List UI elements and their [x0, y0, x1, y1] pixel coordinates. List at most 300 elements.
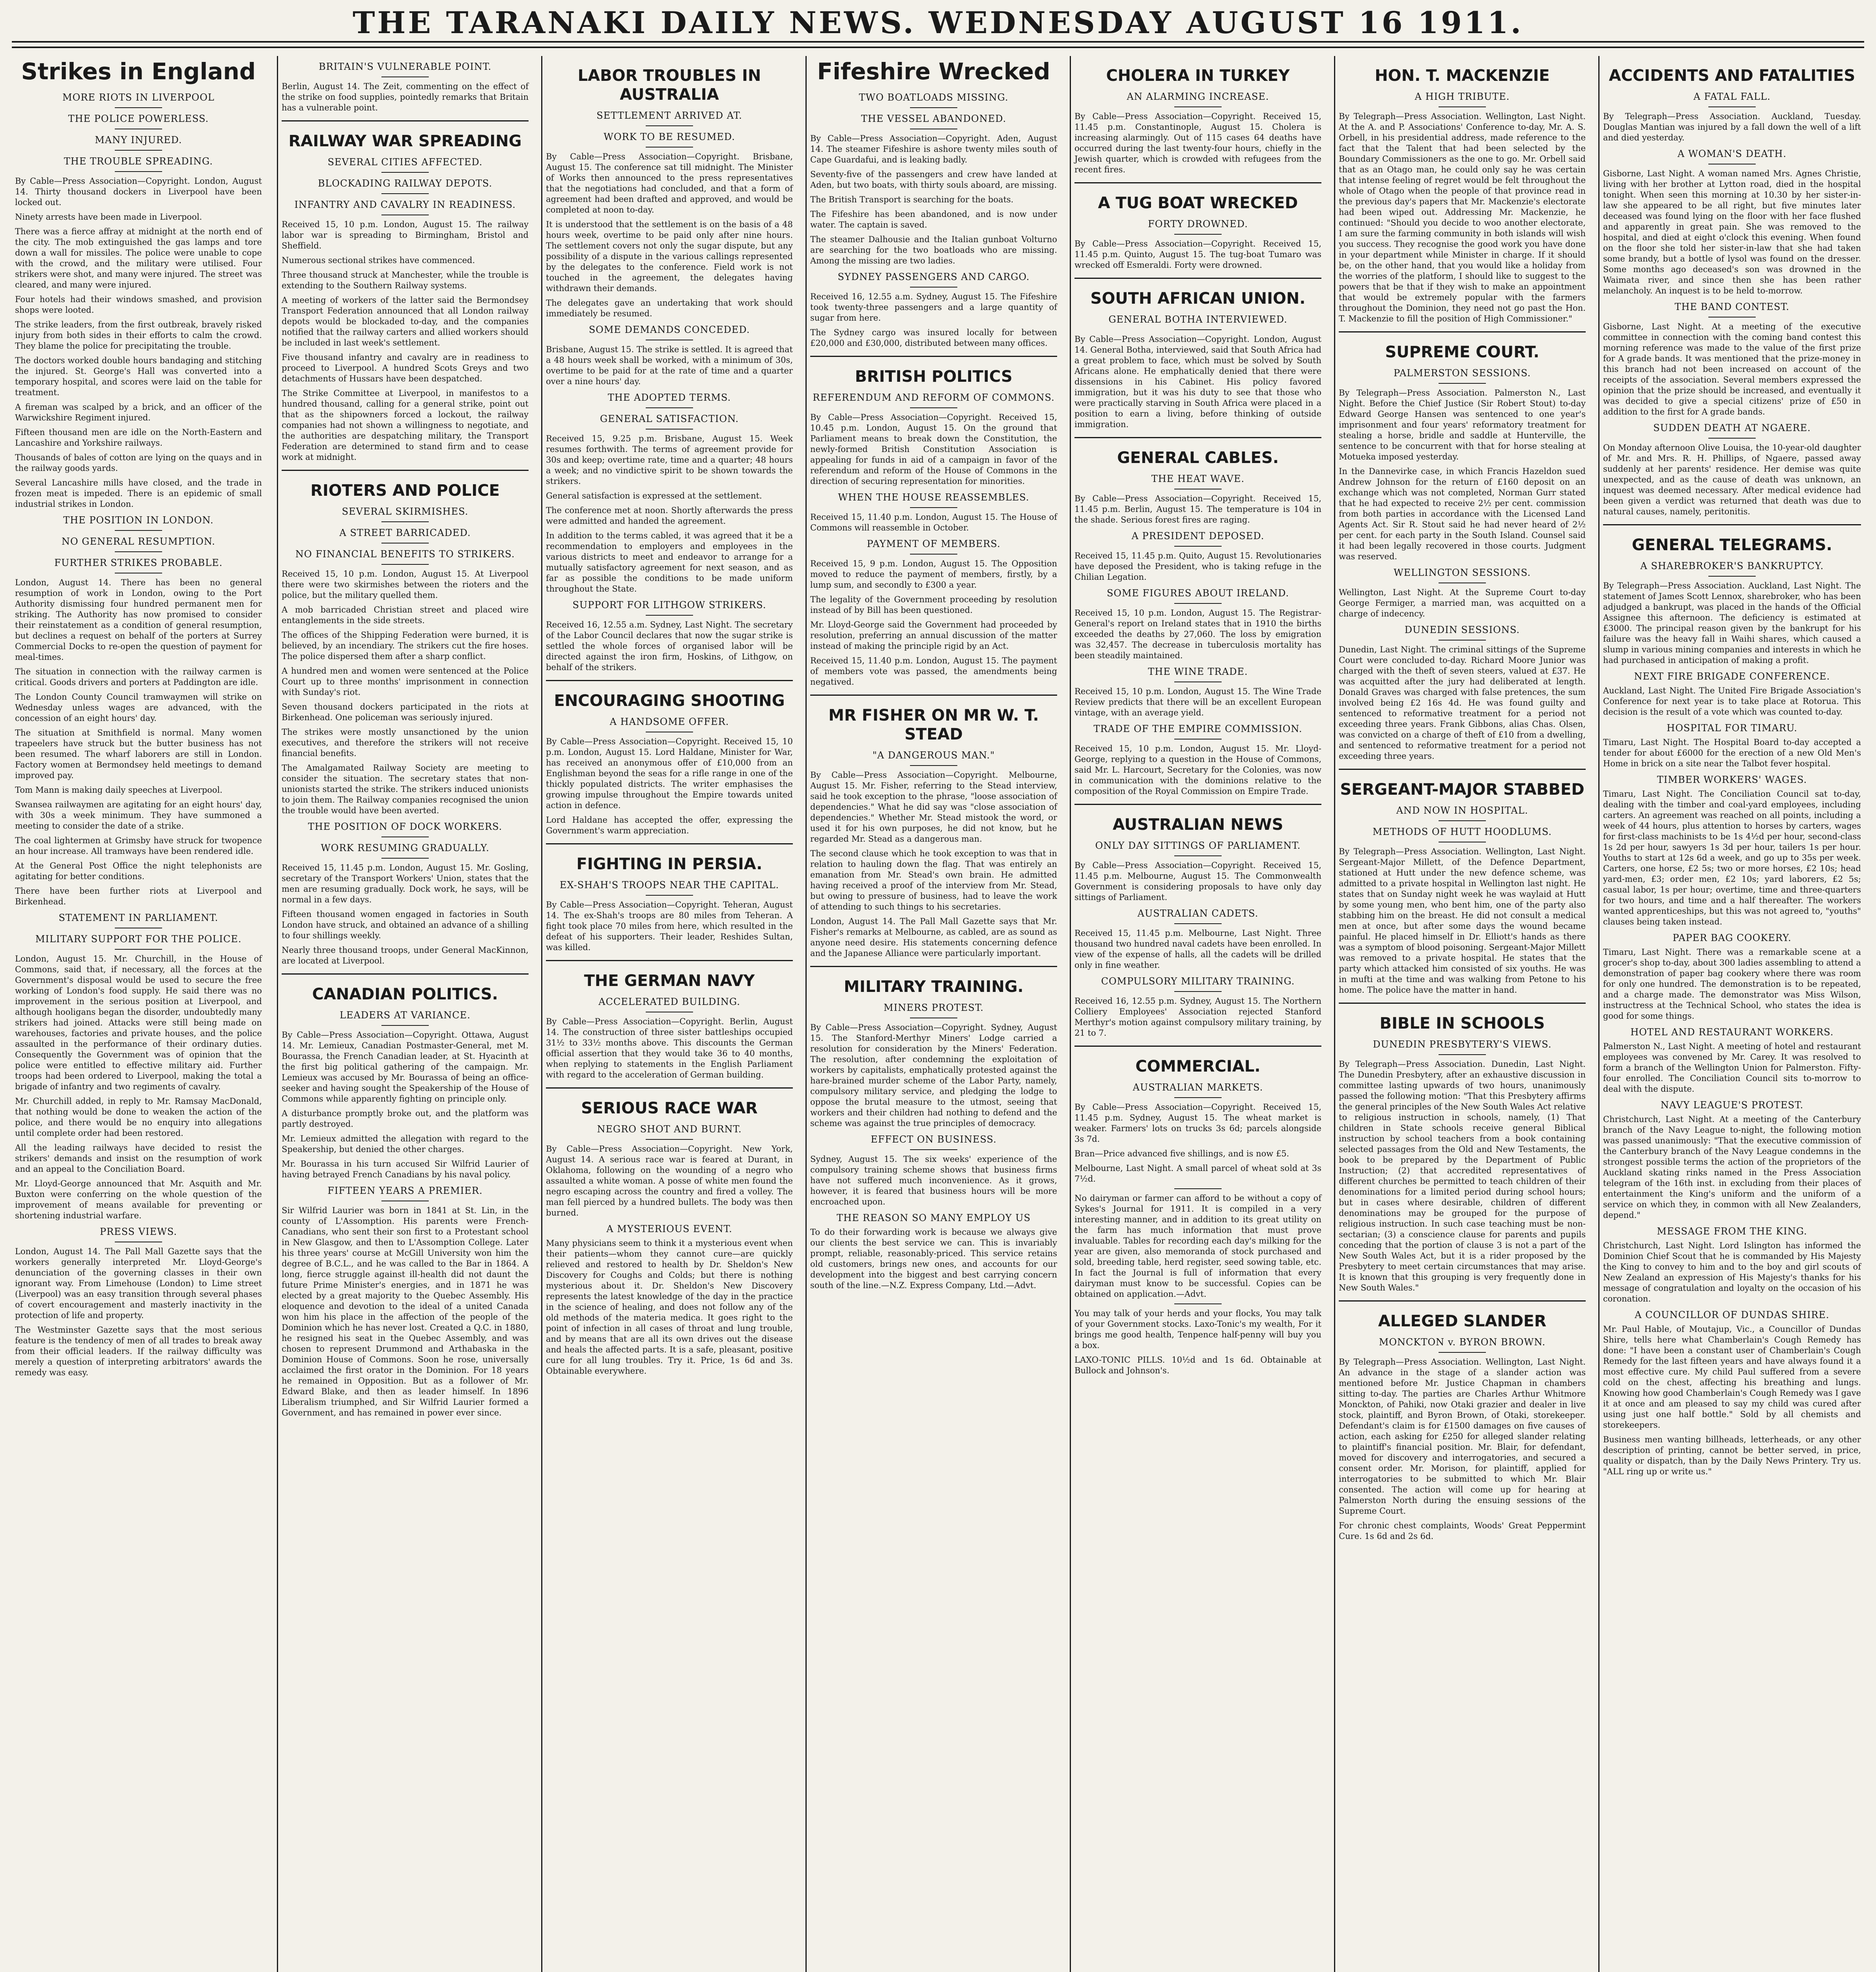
paragraph: Five thousand infantry and cavalry are in readiness to proceed to Liverpool. A hundred Scots Greys and two detachments of Hussars have been despatched.	[282, 353, 529, 383]
divider	[1174, 546, 1222, 547]
subheading: FURTHER STRIKES PROBABLE.	[54, 557, 223, 568]
subheading: A STREET BARRICADED.	[339, 527, 471, 538]
divider	[646, 147, 693, 148]
divider	[1174, 1188, 1222, 1189]
section-rule	[546, 960, 793, 961]
section-rule	[810, 966, 1057, 967]
paragraph: By Cable—Press Association—Copyright. Brisbane, August 15. The conference sat till midnight. The Minister of Works then announced to the press representatives that the negotiations had concluded, and that a form of agreement had been drafted and approved, and would be completed at noon to-day.	[546, 152, 793, 215]
paragraph: A meeting of workers of the latter said the Bermondsey Transport Federation announced that all London railway depots would be blockaded to-day, and the companies notified that the railway carters and allied workers should be included in last week's settlement.	[282, 295, 529, 347]
column-4	[807, 56, 1060, 1972]
section-heading: RAILWAY WAR SPREADING	[288, 132, 522, 150]
paragraph: Swansea railwaymen are agitating for an eight hours' day, with 30s a week minimum. They have summoned a meeting to consider the date of a strike.	[15, 800, 262, 831]
subheading: A COUNCILLOR OF DUNDAS SHIRE.	[1635, 1309, 1829, 1320]
divider	[910, 407, 957, 408]
subheading: PALMERSTON SESSIONS.	[1394, 368, 1531, 379]
subheading: HOSPITAL FOR TIMARU.	[1667, 723, 1798, 734]
subheading: THE TROUBLE SPREADING.	[64, 156, 213, 167]
subheading: SOME DEMANDS CONCEDED.	[589, 324, 750, 335]
paragraph: Christchurch, Last Night. At a meeting of the Canterbury branch of the Navy League to-night, the following motion was passed unanimously: "That the executive commission of the Canterbury branch of the Navy League condemns in the strongest possible terms the action of the proprietors of the Auckland skating rinks named in the Press Association telegram of the 16th inst. in excluding from their places of entertainment the King's uniform and the uniform of a service on which they, in common with all New Zealanders, depend."	[1603, 1115, 1861, 1220]
section-rule	[1074, 1046, 1321, 1047]
advertisement: Business men wanting billheads, letterheads, or any other description of printing, cannot be better served, in price, quality or dispatch, than by the Daily News Printery. Try us. "ALL ring up or write us."	[1603, 1435, 1861, 1476]
divider	[381, 172, 429, 173]
divider	[646, 1139, 693, 1140]
paragraph: By Telegraph—Press Association. Wellington, Last Night. Sergeant-Major Millett, of the Defence Department, stationed at Hutt under the new defence scheme, was admitted to a private hospital in Wellington last night. He states that on Sunday night week he was waylaid at Hutt by some young men, who bent him, one of the party also stabbing him on the breast. He did not consult a medical men at once, but after some days the wound became painful. He placed himself in Dr. Elliott's hands as there was a symptom of blood poisoning. Sergeant-Major Millett was removed to a private hospital. He states that the party which attacked him consisted of six youths. He was in mufti at the time and was walking from Petone to his home. The police have the matter in hand.	[1339, 847, 1586, 995]
headline: Strikes in England	[21, 58, 256, 85]
section-rule	[1339, 1300, 1586, 1302]
paragraph: Three thousand struck at Manchester, while the trouble is extending to the Southern Railway systems.	[282, 270, 529, 290]
subheading: A WOMAN'S DEATH.	[1677, 148, 1787, 159]
headline: LABOR TROUBLES IN AUSTRALIA	[577, 67, 761, 104]
section-heading: MILITARY TRAINING.	[844, 978, 1024, 996]
divider	[1174, 234, 1222, 235]
columns	[12, 56, 1864, 1972]
divider	[115, 551, 162, 552]
subheading: A PRESIDENT DEPOSED.	[1131, 530, 1265, 542]
headline: Fifeshire Wrecked	[817, 58, 1050, 85]
paragraph: On Monday afternoon Olive Louisa, the 10-year-old daughter of Mr. and Mrs. R. H. Phillips, of Ngaere, passed away suddenly at her parents' residence. Her demise was quite unexpected, and as the cause of death was unknown, an inquest was deemed necessary. After medical evidence had been given a verdict was returned that death was due to natural causes, namely, peritonitis.	[1603, 443, 1861, 516]
section-heading: CANADIAN POLITICS.	[312, 985, 498, 1003]
subheading: METHODS OF HUTT HOODLUMS.	[1372, 826, 1552, 837]
paragraph: Received 15, 10 p.m. London, August 15. The railway labor war is spreading to Birmingham, Bristol and Sheffield.	[282, 220, 529, 250]
column-divider	[277, 56, 278, 1972]
subheading: SYDNEY PASSENGERS AND CARGO.	[837, 271, 1030, 282]
subheading: A FATAL FALL.	[1693, 91, 1771, 102]
subheading: FIFTEEN YEARS A PREMIER.	[327, 1185, 483, 1196]
subheading: A SHAREBROKER'S BANKRUPTCY.	[1640, 560, 1824, 571]
paragraph: Ninety arrests have been made in Liverpool.	[15, 212, 202, 222]
subheading: A HANDSOME OFFER.	[609, 716, 729, 727]
subheading: SUPPORT FOR LITHGOW STRIKERS.	[572, 599, 766, 611]
divider	[646, 615, 693, 616]
paragraph: Tom Mann is making daily speeches at Liverpool.	[15, 785, 222, 795]
subheading: DUNEDIN PRESBYTERY'S VIEWS.	[1373, 1039, 1552, 1050]
subheading: THE POSITION OF DOCK WORKERS.	[308, 821, 503, 832]
subheading: NEXT FIRE BRIGADE CONFERENCE.	[1634, 671, 1830, 682]
paragraph: The delegates gave an undertaking that work should immediately be resumed.	[546, 298, 793, 318]
paragraph: The Amalgamated Railway Society are meeting to consider the situation. The secretary states that non-unionists started the strike. The strikers induced unionists to join them. The Railway companies recognised the union the trouble would have been averted.	[282, 763, 529, 815]
subheading: ACCELERATED BUILDING.	[598, 996, 740, 1007]
subheading: THE POLICE POWERLESS.	[68, 113, 209, 124]
paragraph: By Cable—Press Association—Copyright. London, August 14. General Botha, interviewed, said that South Africa had a great problem to face, which must be solved by South Africans alone. He emphatically denied that there were dissensions in his Cabinet. His policy favored immigration, but it was his duty to see that those who were practically starving in South Africa were placed in a position to earn a living, before thinking of outside immigration.	[1074, 334, 1321, 429]
paragraph: The British Transport is searching for the boats.	[810, 195, 1014, 204]
paragraph: The strike leaders, from the first outbreak, bravely risked injury from both sides in their efforts to calm the crowd. They blame the police for precipitating the trouble.	[15, 320, 262, 351]
paragraph: Mr. Lemieux admitted the allegation with regard to the Speakership, but denied the other charges.	[282, 1134, 529, 1154]
paragraph: By Cable—Press Association—Copyright. Received 15, 10 p.m. London, August 15. Lord Haldane, Minister for War, has received an anonymous offer of £10,000 from an Englishman beyond the seas for a rifle range in one of the thickly populated districts. The writer emphasises the growing impulse throughout the Empire towards united action in defence.	[546, 737, 793, 810]
paragraph: At the General Post Office the night telephonists are agitating for better conditions.	[15, 861, 262, 881]
section-heading: SUPREME COURT.	[1385, 343, 1540, 361]
advertisement: You may talk of your herds and your flocks, You may talk of your Government stocks. Laxo-Tonic's my wealth, For it brings me good health, Tenpence half-penny will buy you a box.	[1074, 1309, 1321, 1350]
paragraph: In the Dannevirke case, in which Francis Hazeldon sued Andrew Johnson for the return of £160 deposit on an exchange which was not completed, Norman Gurr stated that he had expected to receive 2½ per cent. commission from both parties in accordance with the Licensed Land Agents Act. Sir R. Stout said he had never heard of 2½ per cent. for each party in the South Island. Counsel said it had been legally recovered in those courts. Judgment was reserved.	[1339, 467, 1586, 561]
subheading: WORK RESUMING GRADUALLY.	[321, 842, 490, 853]
paragraph: By Telegraph—Press Association. Wellington, Last Night. At the A. and P. Associations' Conference to-day, Mr. A. S. Orbell, in his presidential address, made reference to the fact that the Talent that had been selected by the Boundary Commissioners as the one to go. Mr. Orbell said that as an Otago man, he could only say he was certain that intense feeling of regret would be felt throughout the whole of Otago when the people of that province read in the previous day's papers that Mr. Mackenzie's electorate had been wiped out. Addressing Mr. Mackenzie, he continued: "Should you decide to woo another electorate, I am sure the farming community in both islands will wish you success. They recognise the good work you have done in your department while Minister in charge. If it should be, on the other hand, that you would like a holiday from the worries of the platform, I should like to suggest to the powers that be that if they wish to make an appointment that would be extremely popular with the farmers throughout the Dominion, they need not go past the Hon. T. Mackenzie to fill the position of High Commissioner."	[1339, 112, 1586, 323]
subheading: DUNEDIN SESSIONS.	[1404, 624, 1520, 635]
paragraph: Received 16, 12.55 p.m. Sydney, August 15. The Northern Colliery Employees' Association rejected Stanford Merthyr's motion against compulsory military training, by 21 to 7.	[1074, 996, 1321, 1038]
paragraph: Seventy-five of the passengers and crew have landed at Aden, but two boats, with thirty souls aboard, are missing.	[810, 170, 1057, 190]
subheading: THE HEAT WAVE.	[1151, 473, 1245, 484]
divider	[1174, 603, 1222, 604]
paragraph: Received 15, 11.45 p.m. London, August 15. Mr. Gosling, secretary of the Transport Workers' Union, states that the men are resuming gradually. Dock work, he says, will be normal in a few days.	[282, 863, 529, 904]
paragraph: Numerous sectional strikes have commenced.	[282, 256, 475, 265]
subheading: A MYSTERIOUS EVENT.	[606, 1223, 732, 1234]
subheading: WELLINGTON SESSIONS.	[1394, 567, 1531, 578]
divider	[646, 895, 693, 896]
advertisement: Many physicians seem to think it a mysterious event when their patients—whom they cannot cure—are quickly relieved and restored to health by Dr. Sheldon's New Discovery for Coughs and Colds; but there is nothing mysterious about it. Dr. Sheldon's New Discovery represents the latest knowledge of the day in the practice in the science of healing, and does not follow any of the old methods of the materia medica. It goes right to the point of infection in all cases of throat and lung trouble, and by means that are all its own drives out the disease and heals the affected parts. It is a safe, pleasant, positive cure for all lung troubles. Try it. Price, 1s 6d and 3s. Obtainable everywhere.	[546, 1238, 793, 1376]
paragraph: Gisborne, Last Night. A woman named Mrs. Agnes Christie, living with her brother at Lytton road, died in the hospital tonight. When seen this morning at 10.30 by her sister-in-law she appeared to be all right, but five minutes later deceased was found lying on the floor with her face flushed and apparently in great pain. She was removed to the hospital, and died at eight o'clock this evening. When found on the floor she told her sister-in-law that she had taken some brandy, but a bottle of lysol was found on the dresser. Some months ago deceased's son was drowned in the Waimata river, and since then she has been rather melancholy. An inquest is to be held to-morrow.	[1603, 169, 1861, 295]
divider	[1174, 106, 1222, 107]
divider	[1174, 923, 1222, 924]
divider	[1174, 329, 1222, 330]
section-heading: GENERAL CABLES.	[1117, 449, 1279, 467]
section-heading: HON. T. MACKENZIE	[1375, 67, 1550, 85]
section-heading: BIBLE IN SCHOOLS	[1379, 1014, 1545, 1033]
subheading: THE ADOPTED TERMS.	[607, 392, 731, 403]
column-1	[12, 56, 265, 1972]
paragraph: Wellington, Last Night. At the Supreme Court to-day George Fermiger, a married man, was acquitted on a charge of indecency.	[1339, 588, 1586, 618]
section-rule	[1074, 437, 1321, 438]
subheading: THE REASON SO MANY EMPLOY US	[837, 1212, 1031, 1223]
section-rule	[1074, 182, 1321, 183]
paragraph: Several Lancashire mills have closed, and the trade in frozen meat is impeded. There is an epidemic of small industrial strikes in London.	[15, 478, 262, 509]
paragraph: Timaru, Last Night. The Conciliation Council sat to-day, dealing with the timber and coal-yard employees, including carters. An agreement was reached on all points, including a week of 44 hours, plus attention to horses by carters, wages for first-class machinists to be 1s 4½d per hour, second-class 1s 2d per hour, sawyers 1s 3d per hour, tailers 1s per hour. Youths to start at 12s 6d a week, and go up to 35s per week. Carters, one horse, £2 5s; two or more horses, £2 10s; head yard-men, £3; order men, £2 10s; yard laborers, £2 5s; casual labor, 1s per hour; overtime, time and three-quarters for two hours, and time and a half thereafter. The workers wanted apprenticeships, but this was not agreed to, "youths" clauses being taken instead.	[1603, 789, 1861, 926]
paragraph: The second clause which he took exception to was that in relation to hauling down the flag. That was entirely an emanation from Mr. Stead's own brain. He admitted having received a proof of the interview from Mr. Stead, but owing to pressure of business, had to leave the work of attending to such things to his secretaries.	[810, 849, 1057, 911]
divider	[910, 107, 957, 108]
paragraph: Mr. Bourassa in his turn accused Sir Wilfrid Laurier of having betrayed French Canadians by his naval policy.	[282, 1159, 529, 1179]
divider	[1439, 820, 1486, 821]
subheading: REFERENDUM AND REFORM OF COMMONS.	[813, 392, 1055, 403]
paragraph: The coal lightermen at Grimsby have struck for twopence an hour increase. All tramways have been rendered idle.	[15, 836, 262, 856]
section-heading: BRITISH POLITICS	[855, 368, 1013, 386]
divider	[1174, 991, 1222, 992]
subheading: MILITARY SUPPORT FOR THE POLICE.	[35, 934, 242, 945]
column-5	[1071, 56, 1325, 1972]
paragraph: Sydney, August 15. The six weeks' experience of the compulsory training scheme shows that business firms have not suffered much inconvenience. As it grows, however, it is feared that business hours will be more encroached upon.	[810, 1154, 1057, 1206]
paragraph: Thousands of bales of cotton are lying on the quays and in the railway goods yards.	[15, 453, 262, 473]
paragraph: Received 15, 11.40 p.m. London, August 15. The House of Commons will reassemble in October.	[810, 512, 1057, 532]
paragraph: Gisborne, Last Night. At a meeting of the executive committee in connection with the coming band contest this morning reference was made to the value of the first prize for A grade bands. It was mentioned that the prize-money in this branch had not been increased on account of the receipts of the association. Several members expressed the opinion that the prize should be increased, and eventually it was decided to give a special citizens' prize of £50 in addition to the first for A grade bands.	[1603, 322, 1861, 416]
paragraph: Lord Haldane has accepted the offer, expressing the Government's warm appreciation.	[546, 815, 793, 835]
divider	[910, 1149, 957, 1150]
paragraph: Timaru, Last Night. The Hospital Board to-day accepted a tender for about £6000 for the erection of a new Old Men's Home in brick on a site near the Talbot fever hospital.	[1603, 738, 1861, 768]
paragraph: The Strike Committee at Liverpool, in manifestos to a hundred thousand, calling for a general strike, point out that as the shipowners forced a lockout, the railway companies had not shown a willingness to negotiate, and the authorities are despatching military, the Transport Federation are determined to stand firm and to cease work at midnight.	[282, 388, 529, 462]
paragraph: In addition to the terms cabled, it was agreed that it be a recommendation to employers and employees in the various districts to meet and endeavor to arrange for a mutually satisfactory agreement for next season, and as far as possible the conditions to be made uniform throughout the State.	[546, 531, 793, 594]
paragraph: Timaru, Last Night. There was a remarkable scene at a grocer's shop to-day, about 300 ladies assembling to attend a demonstration of paper bag cookery where there was room for only one hundred. The demonstration is to be repeated, and a charge made. The demonstrator was Miss Wilson, instructress at the Technical School, who states the idea is good for some things.	[1603, 947, 1861, 1021]
column-divider	[1334, 56, 1335, 1972]
paragraph: Sir Wilfrid Laurier was born in 1841 at St. Lin, in the county of L'Assomption. His parents were French-Canadians, who sent their son first to a Protestant school in New Glasgow, and then to L'Assomption College. Later his three years' course at McGill University won him the degree of B.C.L., and he was called to the Bar in 1864. A long, fierce struggle against ill-health did not daunt the future Prime Minister's energies, and in 1871 he was elected by a great majority to the Quebec Assembly. His eloquence and devotion to the ideal of a united Canada won him his place in the affection of the people of the Dominion which he has never lost. Created a Q.C. in 1880, he resigned his seat in the Quebec Assembly, and was chosen to represent Drummond and Arthabaska in the Dominion House of Commons. Soon he rose, universally acclaimed the first orator in the Dominion. For 18 years he remained in Opposition. But as a follower of Mr. Edward Blake, and then as leader himself. In 1896 Liberalism triumphed, and Sir Wilfrid Laurier formed a Government, and has remained in power ever since.	[282, 1206, 529, 1417]
subheading: AUSTRALIAN CADETS.	[1137, 908, 1259, 919]
subheading: GENERAL SATISFACTION.	[600, 413, 739, 424]
divider	[381, 564, 429, 565]
subheading: AN ALARMING INCREASE.	[1127, 91, 1269, 102]
section-rule	[810, 356, 1057, 357]
paragraph: Brisbane, August 15. The strike is settled. It is agreed that a 48 hours week shall be worked, with a minimum of 30s, overtime to be paid for at the rate of time and a quarter over a nine hours' day.	[546, 345, 793, 386]
divider	[646, 429, 693, 430]
paragraph: Four hotels had their windows smashed, and provision shops were looted.	[15, 295, 262, 315]
subheading: GENERAL BOTHA INTERVIEWED.	[1108, 314, 1287, 325]
subheading: NO GENERAL RESUMPTION.	[62, 536, 215, 547]
paragraph: A disturbance promptly broke out, and the platform was partly destroyed.	[282, 1109, 529, 1129]
divider	[1174, 1303, 1222, 1304]
divider	[1174, 739, 1222, 740]
paragraph: Received 15, 9 p.m. London, August 15. The Opposition moved to reduce the payment of members, firstly, by a lump sum, and secondly to £300 a year.	[810, 559, 1057, 590]
paragraph: Seven thousand dockers participated in the riots at Birkenhead. One policeman was seriously injured.	[282, 702, 529, 722]
paragraph: There was a fierce affray at midnight at the north end of the city. The mob extinguished the gas lamps and tore down a wall for missiles. The police were unable to cope with the crowd, and the military were utilised. Four strikers were shot, and many were injured. The street was cleared, and many were injured.	[15, 227, 262, 289]
subheading: WHEN THE HOUSE REASSEMBLES.	[838, 492, 1030, 503]
paragraph: Christchurch, Last Night. Lord Islington has informed the Dominion Chief Scout that he is commanded by His Majesty the King to convey to him and to the boy and girl scouts of New Zealand an expression of His Majesty's thanks for his message of congratulation and loyalty on the occasion of his coronation.	[1603, 1241, 1861, 1303]
paragraph: The Sydney cargo was insured locally for between £20,000 and £30,000, distributed between many offices.	[810, 328, 1057, 348]
paragraph: By Telegraph—Press Association. Auckland, Tuesday. Douglas Mantian was injured by a fall down the well of a lift and died yesterday.	[1603, 112, 1861, 142]
section-heading: AUSTRALIAN NEWS	[1112, 816, 1284, 834]
paragraph: By Cable—Press Association—Copyright. Received 15, 11.45 p.m. Constantinople, August 15. Cholera is increasing alarmingly. Out of 115 cases 64 deaths have occurred during the last twenty-four hours, chiefly in the Jewish quarter, which is crowded with refugees from the recent fires.	[1074, 112, 1321, 174]
divider	[381, 521, 429, 522]
paragraph: Received 15, 11.45 p.m. Quito, August 15. Revolutionaries have deposed the President, who is taking refuge in the Chilian Legation.	[1074, 551, 1321, 582]
paragraph: By Telegraph—Press Association. Auckland, Last Night. The statement of James Scott Lennox, sharebroker, who has been adjudged a bankrupt, was placed in the hands of the Official Assignee this afternoon. The deficiency is estimated at £3000. The principal reason given by the bankrupt for his failure was the heavy fall in Waihi shares, which caused a slump in various mining companies and interests in which he had purchased in anticipation of making a profit.	[1603, 581, 1861, 665]
subheading: TWO BOATLOADS MISSING.	[859, 92, 1009, 103]
subheading: EX-SHAH'S TROOPS NEAR THE CAPITAL.	[559, 880, 779, 891]
divider	[115, 530, 162, 531]
subheading: WORK TO BE RESUMED.	[604, 131, 735, 142]
section-heading: THE GERMAN NAVY	[584, 972, 755, 990]
paragraph: It is understood that the settlement is on the basis of a 48 hours week, overtime to be paid only after nine hours. The settlement covers not only the sugar dispute, but any possibility of a dispute in the various callings represented by the delegates to the conference. Field work is not touched in the agreement, the delegates having withdrawn their demands.	[546, 220, 793, 293]
column-3	[543, 56, 796, 1972]
section-rule	[810, 695, 1057, 696]
paragraph: The legality of the Government proceeding by resolution instead of by Bill has been questioned.	[810, 595, 1057, 615]
column-7	[1600, 56, 1864, 1972]
divider	[115, 949, 162, 950]
divider	[646, 125, 693, 126]
subheading: HOTEL AND RESTAURANT WORKERS.	[1630, 1027, 1834, 1038]
advertisement: No dairyman or farmer can afford to be without a copy of Sykes's Journal for 1911. It is compiled in a very interesting manner, and in addition to its great utility on the farm has much information that must prove invaluable. Tables for recording each day's milking for the year are given, also memoranda of stock purchased and sold, breeding table, herd register, seed sowing table, etc. In fact the Journal is full of information that every dairyman must know to be successful. Copies can be obtained on application.—Advt.	[1074, 1193, 1321, 1299]
paragraph: By Telegraph—Press Association. Dunedin, Last Night. The Dunedin Presbytery, after an exhaustive discussion in committee lasting upwards of two hours, unanimously passed the following motion: "That this Presbytery affirms the general principles of the New South Wales Act relative to religious instruction in schools, namely, (1) That children in State schools receive general Biblical instruction by school teachers from a book containing selected passages from the Old and New Testaments, the book to be prepared by the Department of Public Instruction; (2) that accredited representatives of different churches be permitted to teach children of their denominations for a limited period during school hours; but in cases where desirable, children of different denominations may be grouped for the purpose of religious instruction. In such case teaching must be non-sectarian; (3) a conscience clause for parents and pupils conceding that the portion of clause 3 is not a part of the New South Wales Act, but it is a rider proposed by the Presbytery to meet certain circumstances that may arise. It is known that this grouping is very frequently done in New South Wales."	[1339, 1059, 1586, 1292]
subheading: MANY INJURED.	[95, 134, 182, 146]
section-heading: CHOLERA IN TURKEY	[1106, 67, 1290, 85]
section-heading: SERIOUS RACE WAR	[581, 1099, 758, 1117]
subheading: PAYMENT OF MEMBERS.	[867, 538, 1001, 549]
masthead-rule-top	[12, 41, 1864, 43]
paragraph: The steamer Dalhousie and the Italian gunboat Volturno are searching for the two boatloads who are missing. Among the missing are two ladies.	[810, 235, 1057, 265]
divider	[115, 150, 162, 151]
section-rule	[282, 973, 529, 975]
paragraph: By Cable—Press Association—Copyright. New York, August 14. A serious race war is feared at Durant, in Oklahoma, following on the wounding of a negro who assaulted a white woman. A posse of white men found the negro escaping across the country and fired a volley. The man fell pierced by a hundred bullets. The body was then burned.	[546, 1144, 793, 1218]
section-rule	[546, 1087, 793, 1089]
column-divider	[1598, 56, 1599, 1972]
paragraph: Bran—Price advanced five shillings, and is now £5.	[1074, 1149, 1289, 1158]
paragraph: By Cable—Press Association—Copyright. Received 15, 11.45 p.m. Melbourne, August 15. The Commonwealth Government is considering proposals to have only day sittings of Parliament.	[1074, 861, 1321, 902]
advertisement: LAXO-TONIC PILLS. 10½d and 1s 6d. Obtainable at Bullock and Johnson's.	[1074, 1355, 1321, 1375]
paragraph: A fireman was scalped by a brick, and an officer of the Warwickshire Regiment injured.	[15, 402, 262, 422]
divider	[1439, 1352, 1486, 1353]
paragraph: By Telegraph—Press Association. Palmerston N., Last Night. Before the Chief Justice (Sir Robert Stout) to-day Edward George Hansen was sentenced to one year's imprisonment and four years' reformatory treatment for stealing a horse, bridle and saddle at Hunterville, the sentence to be concurrent with that for horse stealing at Motueka imposed yesterday.	[1339, 388, 1586, 461]
subheading: SEVERAL SKIRMISHES.	[342, 506, 469, 517]
paragraph: Received 15, 11.40 p.m. London, August 15. The payment of members vote was passed, the amendments being negatived.	[810, 656, 1057, 687]
subheading: NEGRO SHOT AND BURNT.	[597, 1124, 742, 1135]
paragraph: London, August 14. There has been no general resumption of work in London, owing to the Port Authority dismissing four hundred permanent men for striking. The Authority has now promised to consider their reinstatement as a condition of general resumption, but declines a request on behalf of the porters at Surrey Commercial Docks to re-open the question of payment for meal-times.	[15, 578, 262, 662]
paragraph: By Cable—Press Association—Copyright. London, August 14. Thirty thousand dockers in Liverpool have been locked out.	[15, 176, 262, 207]
paragraph: By Cable—Press Association—Copyright. Sydney, August 15. The Stanford-Merthyr Miners' Lodge carried a resolution for consideration by the Miners' Federation. The resolution, after condemning the exploitation of workers by capitalists, emphatically protested against the hare-brained murder scheme of the Labor Party, namely, compulsory military service, and pledging the lodge to oppose the brutal measure to the utmost, seeing that workers and their children had nothing to defend and the scheme was against the true principles of democracy.	[810, 1023, 1057, 1128]
column-6	[1336, 56, 1589, 1972]
paragraph: The London County Council tramwaymen will strike on Wednesday unless wages are advanced, with the concession of an eight hours' day.	[15, 692, 262, 723]
subheading: THE WINE TRADE.	[1148, 666, 1248, 677]
paragraph: Berlin, August 14. The Zeit, commenting on the effect of the strike on food supplies, pointedly remarks that Britain has a vulnerable point.	[282, 82, 529, 112]
section-rule	[1339, 331, 1586, 332]
section-rule	[546, 843, 793, 844]
subheading: FORTY DROWNED.	[1148, 218, 1248, 230]
paragraph: Mr. Lloyd-George said the Government had proceeded by resolution, preferring an annual discussion of the matter instead of making the principle rigid by an Act.	[810, 620, 1057, 651]
subheading: PAPER BAG COOKERY.	[1672, 932, 1792, 943]
divider	[1439, 1054, 1486, 1055]
divider	[1174, 855, 1222, 856]
paragraph: A mob barricaded Christian street and placed wire entanglements in the side streets.	[282, 605, 529, 625]
subheading: BRITAIN'S VULNERABLE POINT.	[319, 61, 491, 72]
advertisement: Mr. Paul Hable, of Moutajup, Vic., a Councillor of Dundas Shire, tells here what Chamberlain's Cough Remedy has done: "I have been a constant user of Chamberlain's Cough Remedy for the last fifteen years and have always found it a most effective cure. My child Paul suffered from a severe cold on the chest, affecting his breathing and lungs. Knowing how good Chamberlain's Cough Remedy was I gave it at once and am pleased to say my child was cured after using just one half bottle." Sold by all chemists and storekeepers.	[1603, 1324, 1861, 1430]
subheading: EFFECT ON BUSINESS.	[871, 1134, 997, 1145]
paragraph: London, August 14. The Pall Mall Gazette says that Mr. Fisher's remarks at Melbourne, as cabled, are as sound as anyone need desire. His statements concerning defence and the Japanese Alliance were particularly important.	[810, 917, 1057, 958]
column-2	[278, 56, 532, 1972]
divider	[1174, 1097, 1222, 1098]
column-divider	[1070, 56, 1071, 1972]
subheading: THE VESSEL ABANDONED.	[861, 113, 1007, 124]
paragraph: By Cable—Press Association—Copyright. Teheran, August 14. The ex-Shah's troops are 80 miles from Teheran. A fight took place 70 miles from here, which resulted in the defeat of his supporters. Their leader, Reshides Sultan, was killed.	[546, 900, 793, 952]
paragraph: By Cable—Press Association—Copyright. Received 15, 11.45 p.m. Berlin, August 15. The temperature is 104 in the shade. Serious forest fires are raging.	[1074, 494, 1321, 525]
paragraph: Received 15, 11.45 p.m. Melbourne, Last Night. Three thousand two hundred naval cadets have been enrolled. In view of the expense of halls, all the cadets will be drilled only in fine weather.	[1074, 928, 1321, 970]
subheading: BLOCKADING RAILWAY DEPOTS.	[318, 178, 493, 189]
subheading: LEADERS AT VARIANCE.	[340, 1010, 471, 1021]
subheading: COMPULSORY MILITARY TRAINING.	[1101, 976, 1295, 987]
paragraph: Dunedin, Last Night. The criminal sittings of the Supreme Court were concluded to-day. Richard Moore Junior was charged with the theft of seven steers, valued at £37. He was acquitted after the jury had deliberated at length. Donald Graves was charged with false pretences, the sum involved being £2 16s 4d. He was found guilty and sentenced to reformative treatment for a period not exceeding three years. Frank Gibbons, alias Chas. Olsen, was convicted on a charge of theft of £10 from a dwelling, and sentenced to reformative treatment for a period not exceeding three years.	[1339, 645, 1586, 761]
paragraph: Received 15, 9.25 p.m. Brisbane, August 15. Week resumes forthwith. The terms of agreement provide for 30s and keep; overtime rate, time and a quarter; 48 hours a week; and no vindictive spirit to be shown towards the strikers.	[546, 434, 793, 486]
subheading: "A DANGEROUS MAN."	[872, 750, 995, 761]
subheading: AUSTRALIAN MARKETS.	[1132, 1082, 1263, 1093]
section-heading: COMMERCIAL.	[1135, 1057, 1261, 1076]
section-rule	[1074, 804, 1321, 805]
section-heading: A TUG BOAT WRECKED	[1098, 194, 1298, 212]
paragraph: By Cable—Press Association—Copyright. Received 15, 10.45 p.m. London, August 15. On the ground that Parliament means to break down the Constitution, the newly-formed British Constitution Association is appealing for funds in aid of a campaign in favor of the referendum and reform of the House of Commons in the direction of securing representation for minorities.	[810, 413, 1057, 486]
section-heading: ALLEGED SLANDER	[1378, 1312, 1547, 1330]
divider	[1708, 438, 1756, 439]
paragraph: By Cable—Press Association—Copyright. Berlin, August 14. The construction of three sister battleships occupied 31½ to 33½ months above. This discounts the German official assertion that they would take 36 to 40 months, when replying to statements in the English Parliament with regard to the acceleration of German building.	[546, 1017, 793, 1079]
divider	[910, 765, 957, 766]
subheading: MESSAGE FROM THE KING.	[1657, 1226, 1807, 1237]
paragraph: The situation at Smithfield is normal. Many women trapeelers have struck but the butter business has not been resumed. The wharf laborers are still in London. Factory women at Bermondsey held meetings to demand improved pay.	[15, 728, 262, 780]
subheading: NAVY LEAGUE'S PROTEST.	[1660, 1100, 1804, 1111]
column-divider	[541, 56, 542, 1972]
subheading: NO FINANCIAL BENEFITS TO STRIKERS.	[295, 549, 515, 560]
paragraph: By Cable—Press Association—Copyright. Aden, August 14. The steamer Fifeshire is ashore twenty miles south of Cape Guardafui, and is leaking badly.	[810, 134, 1057, 164]
section-rule	[1074, 278, 1321, 279]
subheading: SOME FIGURES ABOUT IRELAND.	[1106, 588, 1289, 599]
paragraph: Mr. Lloyd-George announced that Mr. Asquith and Mr. Buxton were conferring on the whole question of the improvement of means available for preventing or shortening industrial warfare.	[15, 1179, 262, 1220]
subheading: THE BAND CONTEST.	[1674, 301, 1790, 312]
paragraph: The doctors worked double hours bandaging and stitching the injured. St. George's Hall was converted into a temporary hospital, and scores were laid on the table for treatment.	[15, 356, 262, 397]
subheading: THE POSITION IN LONDON.	[63, 515, 214, 526]
paragraph: Received 16, 12.55 a.m. Sydney, August 15. The Fifeshire took twenty-three passengers and a large quantity of sugar from here.	[810, 292, 1057, 323]
divider	[910, 287, 957, 288]
masthead-title: THE TARANAKI DAILY NEWS. WEDNESDAY AUGUST 16 1911.	[352, 5, 1524, 40]
divider	[115, 171, 162, 172]
subheading: PRESS VIEWS.	[99, 1226, 178, 1237]
section-rule	[282, 120, 529, 121]
divider	[1439, 383, 1486, 384]
subheading: INFANTRY AND CAVALRY IN READINESS.	[294, 199, 516, 210]
advertisement: For chronic chest complaints, Woods' Great Peppermint Cure. 1s 6d and 2s 6d.	[1339, 1521, 1586, 1541]
paragraph: Received 15, 10 p.m. London, August 15. The Registrar-General's report on Ireland states that in 1910 the births exceeded the deaths by 27,060. The loss by emigration was 32,457. The decrease in tuberculosis mortality has been steadily maintained.	[1074, 608, 1321, 660]
paragraph: Mr. Churchill added, in reply to Mr. Ramsay MacDonald, that nothing would be done to weaken the action of the police, and there would be no enquiry into allegations until complete order had been restored.	[15, 1096, 262, 1138]
divider	[1439, 106, 1486, 107]
section-heading: RIOTERS AND POLICE	[310, 482, 500, 500]
paragraph: General satisfaction is expressed at the settlement.	[546, 491, 762, 500]
section-rule	[1603, 524, 1861, 525]
subheading: SEVERAL CITIES AFFECTED.	[327, 157, 483, 168]
paragraph: Fifteen thousand men are idle on the North-Eastern and Lancashire and Yorkshire railways.	[15, 428, 262, 448]
paragraph: There have been further riots at Liverpool and Birkenhead.	[15, 886, 262, 906]
section-rule	[1339, 769, 1586, 770]
divider	[646, 407, 693, 408]
subheading: AND NOW IN HOSPITAL.	[1396, 805, 1528, 816]
paragraph: The Westminster Gazette says that the most serious feature is the tendency of men of all trades to break away from their official leaders. If the railway difficulty was merely a question of interpreting arbitrators' awards the remedy was easy.	[15, 1325, 262, 1377]
subheading: MINERS PROTEST.	[884, 1002, 984, 1013]
paragraph: Auckland, Last Night. The United Fire Brigade Association's Conference for next year is to take place at Rotorua. This decision is the result of a vote which was counted to-day.	[1603, 686, 1861, 717]
paragraph: A hundred men and women were sentenced at the Police Court up to three months' imprisonment in connection with Sunday's riot.	[282, 666, 529, 697]
paragraph: Received 15, 10 p.m. London, August 15. The Wine Trade Review predicts that there will be an excellent European vintage, with an average yield.	[1074, 687, 1321, 717]
section-heading: FIGHTING IN PERSIA.	[576, 855, 762, 873]
section-heading: ENCOURAGING SHOOTING	[554, 692, 785, 710]
masthead-rule-bottom	[12, 47, 1864, 48]
paragraph: The offices of the Shipping Federation were burned, it is believed, by an incendiary. The strikers cut the fire hoses. The police dispersed them after a sharp conflict.	[282, 630, 529, 661]
subheading: SUDDEN DEATH AT NGAERE.	[1653, 422, 1811, 433]
paragraph: The Fifeshire has been abandoned, and is now under water. The captain is saved.	[810, 209, 1057, 230]
section-rule	[546, 680, 793, 681]
paragraph: By Cable—Press Association—Copyright. Received 15, 11.45 p.m. Sydney, August 15. The wheat market is weaker. Farmers' lots on trucks 3s 6d; parcels alongside 3s 7d.	[1074, 1102, 1321, 1144]
paragraph: Fifteen thousand women engaged in factories in South London have struck, and obtained an advance of a shilling to four shillings weekly.	[282, 909, 529, 940]
paragraph: London, August 15. Mr. Churchill, in the House of Commons, said that, if necessary, all the forces at the Government's disposal would be used to secure the free working of London's food supply. He said there was no improvement in the serious position at Liverpool, and although hooligans began the disorder, undoubtedly many strikers had joined. Attacks were still being made on warehouses, factories and private houses, and the police assaulted in the performance of their ordinary duties. Consequently the Government was of opinion that the police were entitled to effective military aid. Further troops had been ordered to Liverpool, making the total a brigade of infantry and two regiments of cavalry.	[15, 954, 262, 1091]
section-rule	[1339, 1003, 1586, 1004]
paragraph: Melbourne, Last Night. A small parcel of wheat sold at 3s 7½d.	[1074, 1163, 1321, 1184]
subheading: SETTLEMENT ARRIVED AT.	[596, 110, 742, 121]
divider	[910, 507, 957, 508]
subheading: TRADE OF THE EMPIRE COMMISSION.	[1093, 723, 1302, 734]
divider	[381, 193, 429, 194]
section-heading: MR FISHER ON MR W. T. STEAD	[828, 706, 1039, 743]
section-heading: SERGEANT-MAJOR STABBED	[1340, 781, 1585, 799]
subheading: TIMBER WORKERS' WAGES.	[1657, 774, 1807, 785]
divider	[381, 1025, 429, 1026]
column-divider	[805, 56, 807, 1972]
subheading: MONCKTON v. BYRON BROWN.	[1379, 1337, 1546, 1348]
divider	[115, 107, 162, 108]
paragraph: Received 16, 12.55 a.m. Sydney, Last Night. The secretary of the Labor Council declares that now the sugar strike is settled the whole forces of organised labor will be directed against the iron firm, Hoskins, of Lithgow, on behalf of the strikers.	[546, 620, 793, 672]
section-heading: SOUTH AFRICAN UNION.	[1090, 289, 1306, 308]
paragraph: Received 15, 10 p.m. London, August 15. At Liverpool there were two skirmishes between the rioters and the police, but the military quelled them.	[282, 569, 529, 600]
divider	[1708, 576, 1756, 577]
paragraph: The conference met at noon. Shortly afterwards the press were admitted and handed the agreement.	[546, 506, 793, 526]
paragraph: Palmerston N., Last Night. A meeting of hotel and restaurant employees was convened by Mr. Carey. It was resolved to form a branch of the Wellington Union for Palmerston. Fifty-four enrolled. The Conciliation Council sits to-morrow to deal with the dispute.	[1603, 1042, 1861, 1094]
advertisement: To do their forwarding work is because we always give our clients the best service we can. This is invariably prompt, reliable, reasonably-priced. This service retains old customers, brings new ones, and accounts for our development into the biggest and best carrying concern south of the line.—N.Z. Express Company, Ltd.—Advt.	[810, 1227, 1057, 1290]
divider	[1708, 106, 1756, 107]
subheading: ONLY DAY SITTINGS OF PARLIAMENT.	[1095, 840, 1301, 851]
subheading: A HIGH TRIBUTE.	[1414, 91, 1510, 102]
paragraph: The strikes were mostly unsanctioned by the union executives, and therefore the strikers will not receive financial benefits.	[282, 727, 529, 758]
paragraph: By Cable—Press Association—Copyright. Melbourne, August 15. Mr. Fisher, referring to the Stead interview, said he took exception to the phrase, "loose association of dependencies." What he did say was "close association of dependencies." Whether Mr. Stead mistook the word, or used it for his own purposes, he did not know, but he regarded Mr. Stead as a dangerous man.	[810, 770, 1057, 844]
paragraph: Nearly three thousand troops, under General MacKinnon, are located at Liverpool.	[282, 945, 529, 965]
paragraph: By Cable—Press Association—Copyright. Received 15, 11.45 p.m. Quinto, August 15. The tug-boat Tumaro was wrecked off Esmeraldi. Forty were drowned.	[1074, 239, 1321, 270]
paragraph: London, August 14. The Pall Mall Gazette says that the workers generally interpreted Mr. Lloyd-George's denunciation of the governing classes in their own ignorant way. From Limehouse (London) to Lime street (Liverpool) was an easy transition through several phases of covert encouragement and masterly inactivity in the protection of life and property.	[15, 1247, 262, 1320]
subheading: STATEMENT IN PARLIAMENT.	[58, 912, 219, 923]
paragraph: By Telegraph—Press Association. Wellington, Last Night. An advance in the stage of a slander action was mentioned before Mr. Justice Chapman in chambers sitting to-day. The parties are Charles Arthur Whitmore Monckton, of Pahiki, now Otaki grazier and dealer in live stock, plaintiff, and Byron Brown, of Otaki, storekeeper. Defendant's claim is for £1500 damages on five causes of action, each asking for £250 for alleged slander relating to plaintiff's financial position. Mr. Blair, for defendant, moved for discovery and interrogatories, and secured a consent order. Mr. Morison, for plaintiff, applied for interrogatories to be submitted to which Mr. Blair consented. The action will come up for hearing at Palmerston North during the ensuing sessions of the Supreme Court.	[1339, 1357, 1586, 1516]
divider	[381, 858, 429, 859]
paragraph: All the leading railways have decided to resist the strikers' demands and insist on the resumption of work and an appeal to the Conciliation Board.	[15, 1143, 262, 1174]
section-rule	[282, 470, 529, 471]
divider	[910, 554, 957, 555]
paragraph: By Cable—Press Association—Copyright. Ottawa, August 14. Mr. Lemieux, Canadian Postmaster-General, met M. Bourassa, the French Canadian leader, at St. Hyacinth at the first big political gathering of the campaign. Mr. Lemieux was accused by Mr. Bourassa of being an office-seeker and having sought the Speakership of the House of Commons while apparently fighting on principle only.	[282, 1030, 529, 1104]
